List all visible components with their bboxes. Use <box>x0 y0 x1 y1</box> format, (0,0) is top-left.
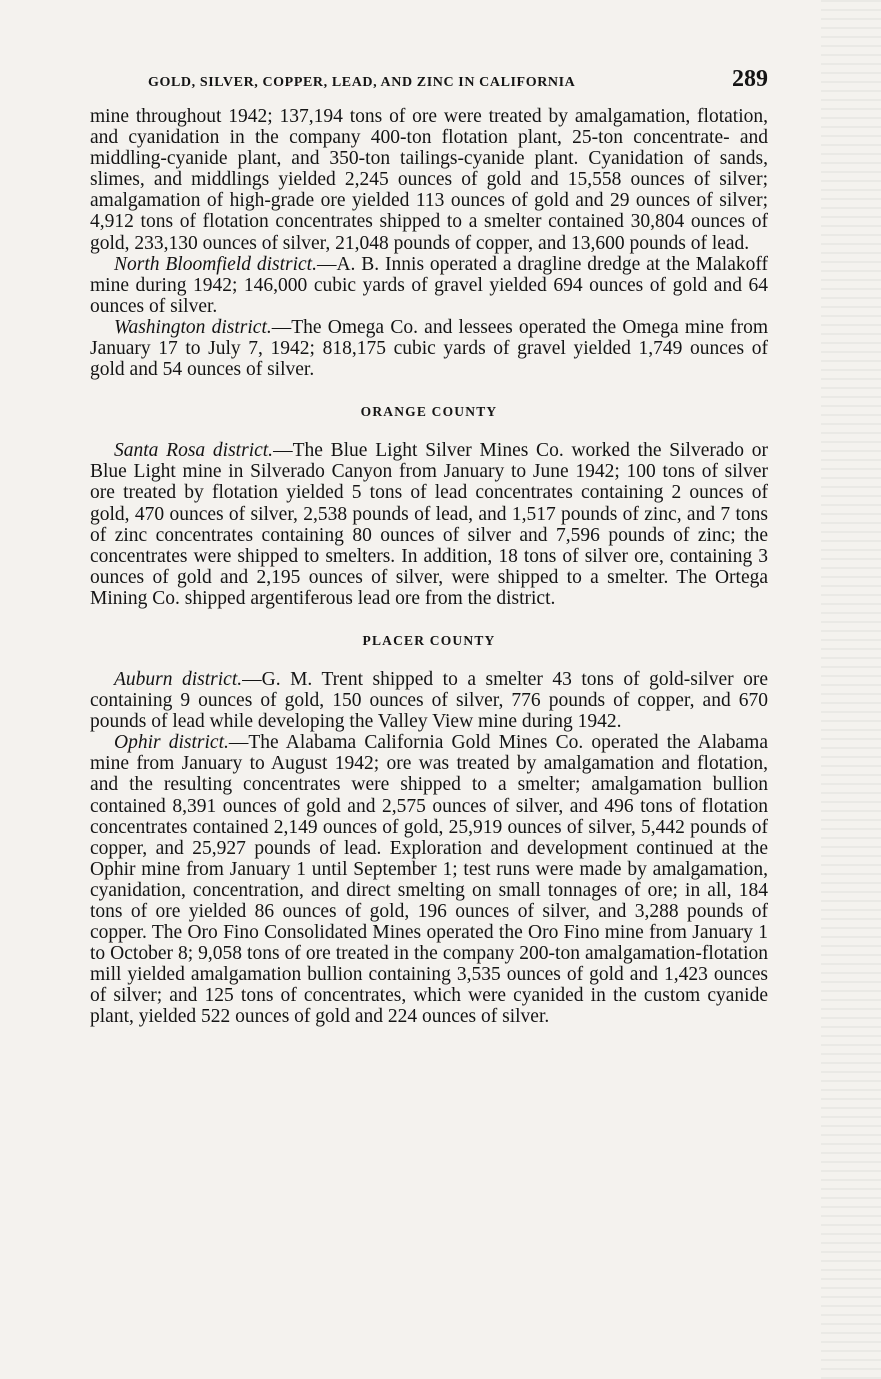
paragraph-santa-rosa <box>90 440 768 609</box>
paragraph-text: —The Alabama California Gold Mines Co. operated the Alabama mine from January to August 1942; ore was treated by amalgamation and flotation, and the resulting concentrates were shipped to a smelter; amalgamation bullion contained 8,391 ounces of gold and 2,575 ounces of silver, and 496 tons of flotation concentrates contained 2,149 ounces of gold, 25,919 ounces of silver, 5,442 pounds of copper, and 25,927 pounds of lead. Exploration and development continued at the Ophir mine from January 1 until September 1; test runs were made by amalgamation, cyanidation, concentration, and direct smelting on small tonnages of ore; in all, 184 tons of ore yielded 86 ounces of gold, 196 ounces of silver, and 3,288 pounds of copper. The Oro Fino Consolidated Mines operated the Oro Fino mine from January 1 to October 8; 9,058 tons of ore treated in the company 200-ton amalgamation-flotation mill yielded amalgamation bullion containing 3,535 ounces of gold and 1,423 ounces of silver; and 125 tons of concentrates, which were cyanided in the custom cyanide plant, yielded 522 ounces of gold and 224 ounces of silver. <box>90 732 768 1028</box>
section-heading-placer-county: PLACER COUNTY <box>362 632 496 648</box>
paragraph-washington <box>90 317 768 380</box>
page-number: 289 <box>732 66 768 92</box>
paragraph-ophir <box>90 732 768 1027</box>
paragraph-text: —A. B. Innis operated a dragline dredge at the Malakoff mine during 1942; 146,000 cubic yards of gravel yielded 694 ounces of gold and 64 ounces of silver. <box>90 253 768 317</box>
district-name: Washington district. <box>114 316 272 338</box>
district-name: Santa Rosa district. <box>114 440 274 462</box>
paragraph-auburn <box>90 669 768 732</box>
paragraph-north-bloomfield <box>90 254 768 317</box>
document-page <box>90 66 768 1028</box>
paragraph-text: —The Blue Light Silver Mines Co. worked the Silverado or Blue Light mine in Silverado Canyon from January to June 1942; 100 tons of silver ore treated by flotation yielded 5 tons of lead concentrates containing 2 ounces of gold, 470 ounces of silver, 2,538 pounds of lead, and 1,517 pounds of zinc, and 7 tons of zinc concentrates containing 80 ounces of silver and 7,596 pounds of zinc; the concentrates were shipped to smelters. In addition, 18 tons of silver ore, containing 3 ounces of gold and 2,195 ounces of silver, were shipped to a smelter. The Ortega Mining Co. shipped argentiferous lead ore from the district. <box>90 440 768 609</box>
paragraph-text: —G. M. Trent shipped to a smelter 43 tons of gold-silver ore containing 9 ounces of gold, 150 ounces of silver, 776 pounds of copper, and 670 pounds of lead while developing the Valley View mine during 1942. <box>90 668 768 733</box>
district-name: Auburn district. <box>114 668 243 690</box>
section-heading-orange-county: ORANGE COUNTY <box>360 404 498 420</box>
district-name: North Bloomfield district. <box>114 253 317 275</box>
running-title: GOLD, SILVER, COPPER, LEAD, AND ZINC IN CALIFORNIA <box>148 75 576 90</box>
paragraph-continuation: mine throughout 1942; 137,194 tons of ore were treated by amalgamation, flotation, and cyanidation in the company 400-ton flotation plant, 25-ton concentrate- and middling-cyanide plant, and 350-ton tailings-cyanide plant. Cyanidation of sands, slimes, and middlings yielded 2,245 ounces of gold and 15,558 ounces of silver; amalgamation of high-grade ore yielded 113 ounces of gold and 29 ounces of silver; 4,912 tons of flotation concentrates shipped to a smelter contained 30,804 ounces of gold, 233,130 ounces of silver, 21,048 pounds of copper, and 13,600 pounds of lead. <box>90 106 768 254</box>
scan-edge-noise <box>821 0 881 1379</box>
running-head <box>148 66 768 106</box>
district-name: Ophir district. <box>114 732 229 754</box>
paragraph-text: —The Omega Co. and lessees operated the Omega mine from January 17 to July 7, 1942; 818,175 cubic yards of gravel yielded 1,749 ounces of gold and 54 ounces of silver. <box>90 316 768 381</box>
